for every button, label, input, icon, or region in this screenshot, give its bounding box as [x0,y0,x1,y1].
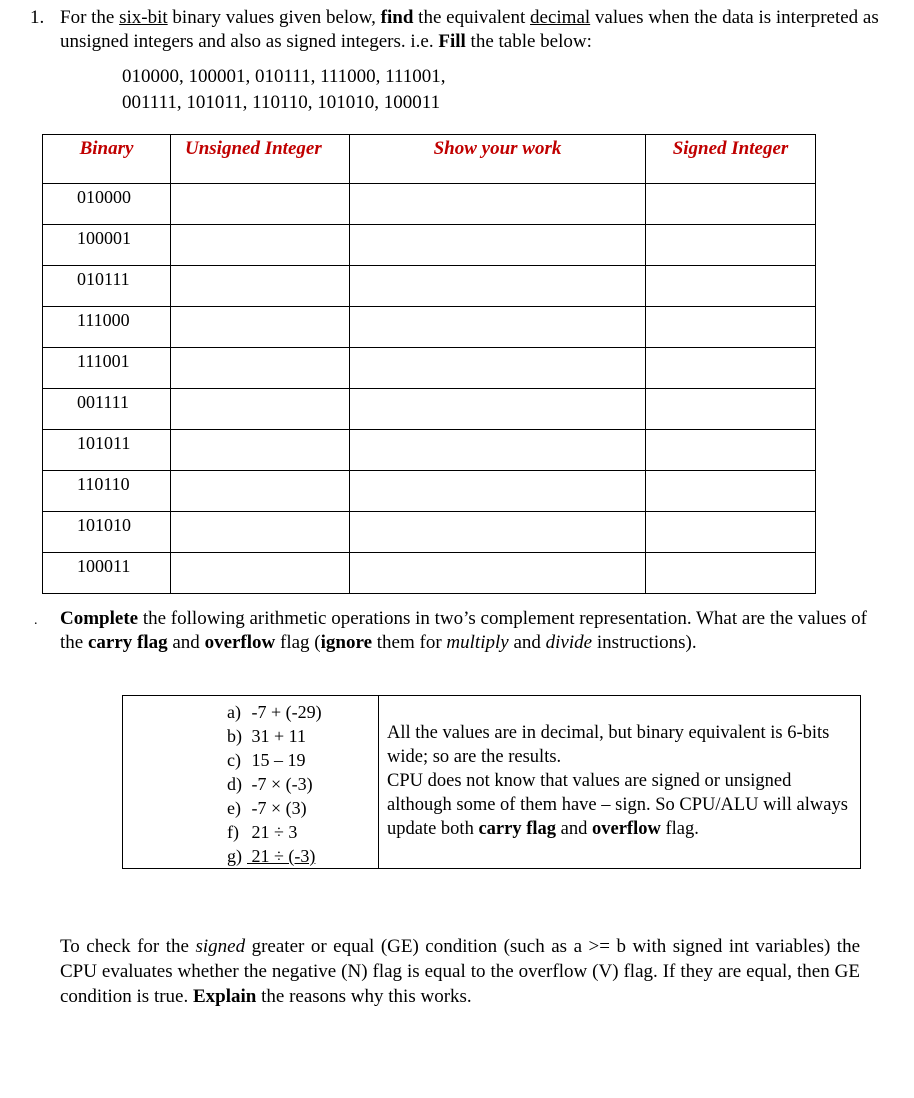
notes-cell [379,696,861,869]
operation-item [227,844,378,868]
note-line-2: CPU does not know that values are signed or unsigned although some of them have – sign. So CPU/ALU will always update both carry flag and overflow flag. [387,771,848,839]
binary-cell: 010111 [43,266,171,307]
signed-cell[interactable] [646,266,816,307]
unsigned-cell[interactable] [171,184,350,225]
operation-item [227,748,378,772]
signed-cell[interactable] [646,553,816,594]
work-cell[interactable] [350,553,646,594]
work-cell[interactable] [350,348,646,389]
work-cell[interactable] [350,307,646,348]
operation-expression: -7 + (-29) [251,702,322,722]
unsigned-cell[interactable] [171,430,350,471]
question-2-bullet: . [34,613,38,628]
unsigned-cell[interactable] [171,471,350,512]
unsigned-cell[interactable] [171,266,350,307]
signed-cell[interactable] [646,225,816,266]
operation-letter: d) [227,774,242,794]
fill-bold: Fill [438,31,466,52]
binary-cell: 101011 [43,430,171,471]
question-2: Complete the following arithmetic operations in two’s complement representation. What are the values of the carry flag and overflow flag (ignore them for multiply and divide instructions). [60,608,867,653]
operations-cell [123,696,379,869]
binary-cell: 010000 [43,184,171,225]
work-cell[interactable] [350,266,646,307]
decimal-underlined: decimal [530,7,591,28]
unsigned-cell[interactable] [171,307,350,348]
operation-letter: f) [227,822,239,842]
explain-bold: Explain [192,986,257,1007]
divide-italic: divide [545,632,593,653]
conversion-table [42,134,816,594]
note-carry-bold: carry flag [478,819,557,839]
operation-item [227,724,378,748]
signed-italic: signed [195,936,246,957]
operations-table [122,695,861,869]
unsigned-cell[interactable] [171,225,350,266]
values-line-1: 010000, 100001, 010111, 111000, 111001, [122,66,446,87]
table-row [43,225,816,266]
binary-values-list [122,64,446,116]
overflow-flag-bold: overflow [204,632,276,653]
multiply-italic: multiply [446,632,509,653]
operation-letter: c) [227,750,241,770]
operation-expression: -7 × (-3) [251,774,313,794]
unsigned-cell[interactable] [171,512,350,553]
table-row [43,512,816,553]
binary-cell: 100011 [43,553,171,594]
binary-cell: 101010 [43,512,171,553]
header-binary: Binary [43,135,171,184]
header-unsigned: Unsigned Integer [171,135,350,184]
work-cell[interactable] [350,184,646,225]
work-cell[interactable] [350,430,646,471]
operation-item [227,700,378,724]
signed-cell[interactable] [646,430,816,471]
note-overflow-bold: overflow [591,819,661,839]
operation-expression: 31 + 11 [251,726,306,746]
work-cell[interactable] [350,225,646,266]
binary-cell: 100001 [43,225,171,266]
operation-expression: 15 – 19 [251,750,306,770]
binary-cell: 111000 [43,307,171,348]
operation-expression: -7 × (3) [251,798,307,818]
table-row [43,389,816,430]
operation-letter: e) [227,798,241,818]
unsigned-cell[interactable] [171,553,350,594]
work-cell[interactable] [350,389,646,430]
notes-text [379,696,860,841]
table-row [43,307,816,348]
ignore-bold: ignore [320,632,373,653]
values-line-2: 001111, 101011, 110110, 101010, 100011 [122,92,441,113]
table-row [43,430,816,471]
six-bit-underlined: six-bit [119,7,168,28]
operation-expression: 21 ÷ (-3) [251,846,316,866]
table-row [43,184,816,225]
signed-cell[interactable] [646,471,816,512]
unsigned-cell[interactable] [171,389,350,430]
operation-item [227,772,378,796]
find-bold: find [380,7,414,28]
operation-letter: g) [227,846,242,866]
complete-bold: Complete [60,608,139,629]
work-cell[interactable] [350,512,646,553]
unsigned-cell[interactable] [171,348,350,389]
signed-cell[interactable] [646,389,816,430]
signed-cell[interactable] [646,512,816,553]
table-header-row [43,135,816,184]
question-1-text: For the six-bit binary values given below, find the equivalent decimal values when the data is interpreted as unsigned integers and also as signed integers. i.e. Fill the table below: [60,7,879,52]
operation-letter: a) [227,702,241,722]
operation-item [227,820,378,844]
binary-cell: 001111 [43,389,171,430]
note-line-1: All the values are in decimal, but binary equivalent is 6-bits wide; so are the results. [387,723,830,767]
table-row [43,266,816,307]
header-work: Show your work [350,135,646,184]
signed-cell[interactable] [646,307,816,348]
table-row [43,471,816,512]
operation-item [227,796,378,820]
signed-cell[interactable] [646,348,816,389]
operation-letter: b) [227,726,242,746]
operations-list [123,696,378,868]
operation-expression: 21 ÷ 3 [251,822,298,842]
signed-cell[interactable] [646,184,816,225]
binary-cell: 111001 [43,348,171,389]
binary-cell: 110110 [43,471,171,512]
header-signed: Signed Integer [646,135,816,184]
work-cell[interactable] [350,471,646,512]
table-row [43,553,816,594]
table-row [43,348,816,389]
question-1-number: 1. [30,7,45,28]
table-body [43,184,816,594]
carry-flag-bold: carry flag [87,632,168,653]
question-3: To check for the signed greater or equal (GE) condition (such as a >= b with signed int variables) the CPU evaluates whether the negative (N) flag is equal to the overflow (V) flag. If they are equal, then GE condition is true. Explain the reasons why this works. [60,936,861,1007]
